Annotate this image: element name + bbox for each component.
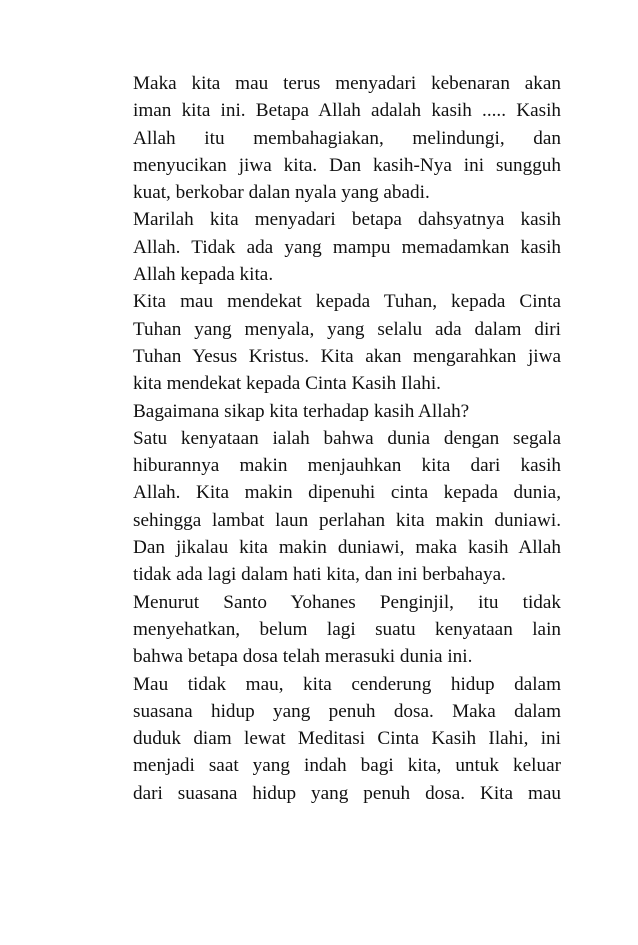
text-line: Allah. Tidak ada yang mampu memadamkan kasih <box>133 236 561 258</box>
text-line: Mau tidak mau, kita cenderung hidup dalam <box>133 673 561 695</box>
text-line: Tuhan Yesus Kristus. Kita akan mengarahkan jiwa <box>133 345 561 367</box>
text-line: Dan jikalau kita makin duniawi, maka kasih Allah <box>133 537 561 559</box>
text-line: iman kita ini. Betapa Allah adalah kasih ..... Kasih <box>133 100 561 122</box>
text-line: Maka kita mau terus menyadari kebenaran akan <box>133 73 561 94</box>
text-line: Menurut Santo Yohanes Penginjil, itu tidak <box>133 591 561 613</box>
text-line: dari suasana hidup yang penuh dosa. Kita mau <box>133 782 561 804</box>
text-line: menyucikan jiwa kita. Dan kasih-Nya ini sungguh <box>133 154 561 176</box>
text-line: Tuhan yang menyala, yang selalu ada dalam diri <box>133 318 561 340</box>
text-line: Marilah kita menyadari betapa dahsyatnya kasih <box>133 209 561 231</box>
text-line: hiburannya makin menjauhkan kita dari kasih <box>133 455 561 477</box>
text-line: duduk diam lewat Meditasi Cinta Kasih Ilahi, ini <box>133 728 561 750</box>
text-line: Kita mau mendekat kepada Tuhan, kepada Cinta <box>133 291 561 313</box>
text-line: kuat, berkobar dalan nyala yang abadi. <box>133 182 430 204</box>
text-line: Allah kepada kita. <box>133 264 274 286</box>
text-line: bahwa betapa dosa telah merasuki dunia ini. <box>133 646 473 668</box>
text-line: Bagaimana sikap kita terhadap kasih Allah? <box>133 400 470 422</box>
text-line: Allah itu membahagiakan, melindungi, dan <box>133 127 561 149</box>
text-line: Satu kenyataan ialah bahwa dunia dengan segala <box>133 427 561 449</box>
text-line: tidak ada lagi dalam hati kita, dan ini berbahaya. <box>133 564 506 586</box>
text-line: menyehatkan, belum lagi suatu kenyataan lain <box>133 618 561 640</box>
text-line: sehingga lambat laun perlahan kita makin duniawi. <box>133 509 561 531</box>
body-text <box>133 70 561 807</box>
text-line: suasana hidup yang penuh dosa. Maka dalam <box>133 700 561 722</box>
text-line: Allah. Kita makin dipenuhi cinta kepada dunia, <box>133 482 561 504</box>
text-line: kita mendekat kepada Cinta Kasih Ilahi. <box>133 373 441 395</box>
text-line: menjadi saat yang indah bagi kita, untuk keluar <box>133 755 561 777</box>
